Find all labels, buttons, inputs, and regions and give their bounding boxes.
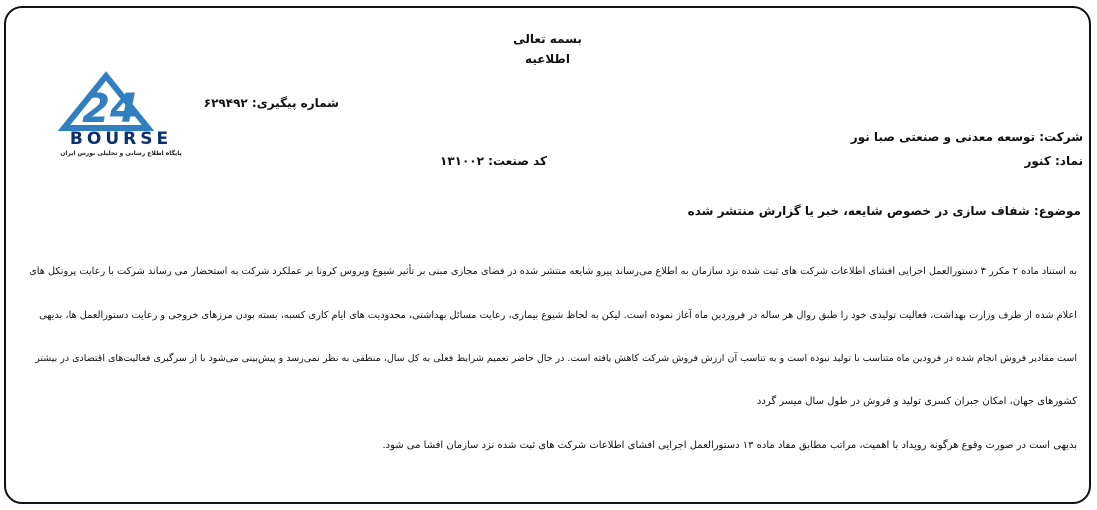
industry-code-value: ۱۳۱۰۰۲	[440, 154, 484, 168]
tracking-value: ۶۲۹۴۹۲	[203, 96, 248, 110]
bourse-logo	[46, 68, 196, 163]
body-line-5: بدیهی است در صورت وقوع هرگونه رویداد با اهمیت، مراتب مطابق مفاد ماده ۱۳ دستورالعمل اجرایی افشای اطلاعات شرکت های ثبت شده نزد سازمان افشا می شود.	[382, 440, 1077, 451]
logo-caption: پایگاه اطلاع رسانی و تحلیلی بورس ایران	[60, 150, 182, 157]
company-label: شرکت:	[1039, 130, 1083, 144]
body-line-1: به استناد ماده ۲ مکرر ۳ دستورالعمل اجرایی افشای اطلاعات شرکت های ثبت شده نزد سازمان به اطلاع می‌رساند پیرو شایعه منتشر شده در فضای مجازی مبنی بر تأثیر شیوع ویروس کرونا بر عملکرد شرکت به استحضار می رساند شرکت با رعایت پروتکل های	[29, 266, 1077, 277]
tracking-label: شماره پیگیری:	[251, 96, 339, 110]
company-value: توسعه معدنی و صنعتی صبا نور	[850, 130, 1036, 144]
logo-numeral: 24	[82, 86, 138, 132]
symbol-label: نماد:	[1054, 154, 1083, 168]
notice-heading: اطلاعیه	[525, 52, 570, 66]
announcement-frame	[4, 6, 1091, 504]
body-line-4: کشورهای جهان، امکان جبران کسری تولید و فروش در طول سال میسر گردد	[756, 396, 1077, 407]
industry-code-label: کد صنعت:	[488, 154, 547, 168]
subject-value: شفاف سازی در خصوص شایعه، خبر یا گزارش منتشر شده	[687, 204, 1030, 218]
company-row	[851, 130, 1083, 144]
logo-wordmark: BOURSE	[69, 129, 173, 148]
subject-label: موضوع:	[1033, 204, 1081, 218]
bourse-logo-icon	[46, 68, 196, 148]
symbol-value: کنور	[1024, 154, 1051, 168]
industry-code-row	[440, 154, 547, 168]
tracking-number	[204, 96, 339, 110]
subject-row	[688, 204, 1081, 218]
body-line-2: اعلام شده از طرف وزارت بهداشت، فعالیت تولیدی خود را طبق روال هر ساله در فروردین ماه آغاز نموده است. لیکن به لحاظ شیوع بیماری، رعایت مسائل بهداشتی، محدودیت های ایام کاری کسبه، بسته بودن مرزهای خروجی و رعایت دستورالعمل ها، بدیهی	[39, 310, 1077, 321]
body-line-3: است مقادیر فروش انجام شده در فرودین ماه متناسب با تولید نبوده است و به تناسب آن ارزش فروش شرکت کاهش یافته است. در حال حاضر تعمیم شرایط فعلی به کل سال، منطقی به نظر نمی‌رسد و پیش‌بینی می‌شود با از سرگیری فعالیت‌های اقتصادی در بیشتر	[35, 353, 1077, 364]
basmala-heading: بسمه تعالی	[513, 32, 582, 46]
symbol-row	[1024, 154, 1083, 168]
